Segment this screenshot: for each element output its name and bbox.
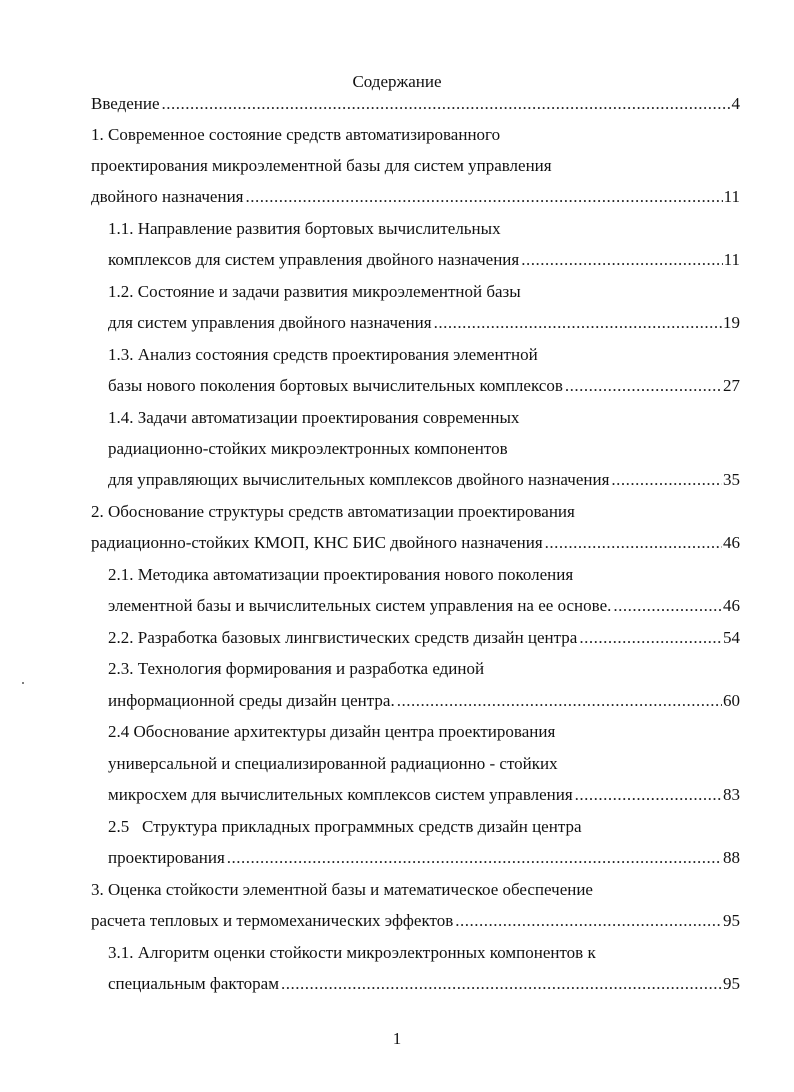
toc-entry-1-2-line-1: [108, 277, 521, 307]
toc-entry-text: 2.4 Обоснование архитектуры дизайн центра проектирования: [108, 722, 556, 741]
toc-entry-text: 2.3. Технология формирования и разработка единой: [108, 659, 485, 678]
toc-entry-text: 2. Обоснование структуры средств автоматизации проектирования: [91, 502, 575, 521]
toc-entry-text: проектирования микроэлементной базы для систем управления: [91, 156, 552, 175]
toc-entry-text: радиационно-стойких микроэлектронных компонентов: [108, 439, 508, 458]
toc-page-number: 4: [731, 94, 740, 113]
toc-entry-text: 1. Современное состояние средств автоматизированного: [91, 125, 501, 144]
toc-entry-text: 1.1. Направление развития бортовых вычислительных: [108, 219, 501, 238]
toc-entry-text: 2.5 Структура прикладных программных средств дизайн центра: [108, 817, 582, 836]
toc-entry-text: 1.4. Задачи автоматизации проектирования современных: [108, 408, 520, 427]
toc-entry-2-1-line-1: [108, 560, 573, 590]
toc-entry-chapter-1-line-3: [91, 182, 740, 212]
dot-leader: [162, 89, 731, 119]
toc-entry-3-1-line-1: [108, 938, 596, 968]
toc-entry-text: для управляющих вычислительных комплексов двойного назначения: [108, 470, 610, 489]
toc-entry-text: 1.2. Состояние и задачи развития микроэлементной базы: [108, 282, 521, 301]
toc-entry-2-2: [108, 623, 740, 653]
toc-entry-text: радиационно-стойких КМОП, КНС БИС двойного назначения: [91, 533, 543, 552]
dot-leader: [434, 308, 722, 338]
toc-page-number: 88: [723, 848, 740, 867]
toc-entry-text: 3. Оценка стойкости элементной базы и математическое обеспечение: [91, 880, 593, 899]
dot-leader: [565, 371, 722, 401]
dot-leader: [575, 780, 722, 810]
toc-entry-chapter-2-line-1: [91, 497, 575, 527]
toc-entry-1-1-line-1: [108, 214, 501, 244]
toc-entry-2-4-line-1: [108, 717, 555, 747]
toc-entry-1-4-line-1: [108, 403, 519, 433]
dot-leader: [579, 623, 722, 653]
toc-entry-1-4-line-2: [108, 434, 508, 464]
toc-entry-text: для систем управления двойного назначения: [108, 313, 432, 332]
toc-entry-2-3-line-1: [108, 654, 484, 684]
toc-entry-text: проектирования: [108, 848, 225, 867]
toc-entry-2-3-line-2: [108, 686, 740, 716]
toc-page-number: 27: [723, 376, 740, 395]
toc-entry-chapter-3-line-1: [91, 875, 593, 905]
toc-entry-1-1-line-2: [108, 245, 740, 275]
toc-entry-chapter-3-line-2: [91, 906, 740, 936]
toc-entry-2-5-line-1: [108, 812, 582, 842]
toc-page-number: 83: [723, 785, 740, 804]
dot-leader: [397, 686, 722, 716]
toc-entry-text: двойного назначения: [91, 187, 244, 206]
toc-entry-text: микросхем для вычислительных комплексов систем управления: [108, 785, 573, 804]
toc-entry-text: Введение: [91, 94, 160, 113]
dot-leader: [613, 591, 722, 621]
toc-page-number: 95: [723, 974, 740, 993]
toc-entry-chapter-2-line-2: [91, 528, 740, 558]
toc-entry-1-4-line-3: [108, 465, 740, 495]
toc-page-number: 60: [723, 691, 740, 710]
toc-page-number: 35: [723, 470, 740, 489]
dot-leader: [611, 465, 722, 495]
toc-entry-3-1-line-2: [108, 969, 740, 999]
dot-leader: [521, 245, 722, 275]
toc-entry-chapter-1-line-2: [91, 151, 552, 181]
toc-page-number: 95: [723, 911, 740, 930]
toc-entry-text: комплексов для систем управления двойного назначения: [108, 250, 520, 269]
page-number: 1: [392, 1029, 402, 1048]
toc-page-number: 46: [723, 533, 740, 552]
dot-leader: [227, 843, 722, 873]
dot-leader: [281, 969, 722, 999]
toc-entry-2-4-line-3: [108, 780, 740, 810]
toc-page-number: 11: [723, 187, 740, 206]
toc-entry-text: 1.3. Анализ состояния средств проектирования элементной: [108, 345, 538, 364]
toc-entry-text: универсальной и специализированной радиационно - стойких: [108, 754, 558, 773]
toc-entry-2-5-line-2: [108, 843, 740, 873]
dot-leader: [545, 528, 722, 558]
toc-entry-text: 2.2. Разработка базовых лингвистических средств дизайн центра: [108, 628, 578, 647]
toc-page-number: 46: [723, 596, 740, 615]
toc-entry-1-3-line-2: [108, 371, 740, 401]
toc-entry-2-4-line-2: [108, 749, 558, 779]
toc-entry-1-2-line-2: [108, 308, 740, 338]
toc-entry-chapter-1-line-1: [91, 120, 500, 150]
toc-entry-text: 3.1. Алгоритм оценки стойкости микроэлектронных компонентов к: [108, 943, 596, 962]
toc-entry-introduction: [91, 89, 740, 119]
toc-entry-text: элементной базы и вычислительных систем управления на ее основе.: [108, 596, 612, 615]
dot-leader: [246, 182, 723, 212]
toc-entry-text: 2.1. Методика автоматизации проектирования нового поколения: [108, 565, 574, 584]
toc-page-number: 54: [723, 628, 740, 647]
toc-page-number: 11: [723, 250, 740, 269]
toc-entry-text: информационной среды дизайн центра.: [108, 691, 395, 710]
toc-page-number: 19: [723, 313, 740, 332]
scan-speck: [22, 682, 24, 684]
toc-entry-text: специальным факторам: [108, 974, 279, 993]
dot-leader: [455, 906, 722, 936]
page-title: Содержание: [352, 72, 442, 91]
toc-entry-text: расчета тепловых и термомеханических эффектов: [91, 911, 454, 930]
toc-entry-text: базы нового поколения бортовых вычислительных комплексов: [108, 376, 563, 395]
toc-entry-2-1-line-2: [108, 591, 740, 621]
toc-entry-1-3-line-1: [108, 340, 538, 370]
